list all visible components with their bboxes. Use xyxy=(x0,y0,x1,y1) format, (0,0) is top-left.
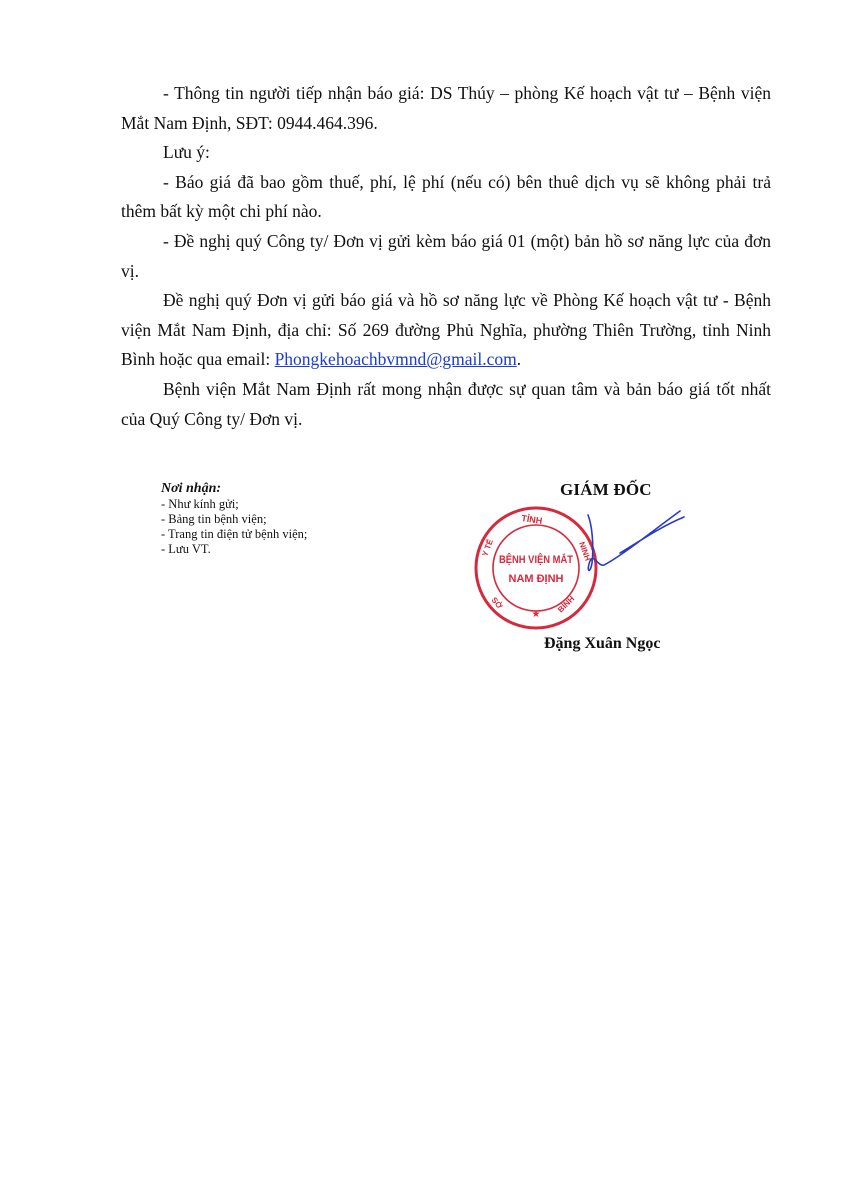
contact-paragraph: - Thông tin người tiếp nhận báo giá: DS Thúy – phòng Kế hoạch vật tư – Bệnh viện Mắt Nam Định, SĐT: 0944.464.396. xyxy=(121,83,771,133)
closing-paragraph: Bệnh viện Mắt Nam Định rất mong nhận được sự quan tâm và bản báo giá tốt nhất của Quý Công ty/ Đơn vị. xyxy=(121,378,771,429)
request-paragraph xyxy=(121,286,771,375)
seal-bottom-left-text: SỞ xyxy=(489,595,505,611)
seal-bottom-right-text: BÌNH xyxy=(556,594,577,615)
email-link[interactable]: Phongkehoachbvmnd@gmail.com xyxy=(274,349,517,370)
seal-line-2: NAM ĐỊNH xyxy=(508,573,564,585)
note-item-capability: - Đề nghị quý Công ty/ Đơn vị gửi kèm báo giá 01 (một) bản hồ sơ năng lực của đơn vị. xyxy=(121,230,771,281)
recipient-item: - Bảng tin bệnh viện; xyxy=(161,512,267,526)
note-item-tax: - Báo giá đã bao gồm thuế, phí, lệ phí (nếu có) bên thuê dịch vụ sẽ không phải trả thêm bất kỳ một chi phí nào. xyxy=(121,171,771,222)
seal-line-1: BỆNH VIỆN MẮT xyxy=(499,554,586,566)
seal-left-text: Y TẾ xyxy=(480,538,495,558)
note-label: Lưu ý: xyxy=(163,142,210,163)
signer-name: Đặng Xuân Ngọc xyxy=(544,635,661,652)
seal-top-text: TỈNH xyxy=(520,513,543,526)
signature-title: GIÁM ĐỐC xyxy=(560,480,652,499)
signature-stroke xyxy=(588,511,684,570)
recipient-item: - Trang tin điện tử bệnh viện; xyxy=(161,527,308,541)
handwritten-signature xyxy=(560,505,690,585)
seal-right-text: NINH xyxy=(577,540,593,563)
request-text: Đề nghị quý Đơn vị gửi báo giá và hồ sơ năng lực về Phòng Kế hoạch vật tư - Bệnh viện Mắt Nam Định, địa chỉ: Số 269 đường Phủ Nghĩa, phường Thiên Trường, tỉnh Ninh Bình hoặc qua email: xyxy=(121,290,771,370)
recipients-block xyxy=(161,481,307,557)
letter-body xyxy=(121,79,771,434)
recipient-item: - Lưu VT. xyxy=(161,542,211,556)
recipients-title: Nơi nhận: xyxy=(161,481,222,496)
recipient-item: - Như kính gửi; xyxy=(161,497,239,511)
request-suffix: . xyxy=(516,349,522,370)
seal-star-icon: ★ xyxy=(531,609,541,620)
